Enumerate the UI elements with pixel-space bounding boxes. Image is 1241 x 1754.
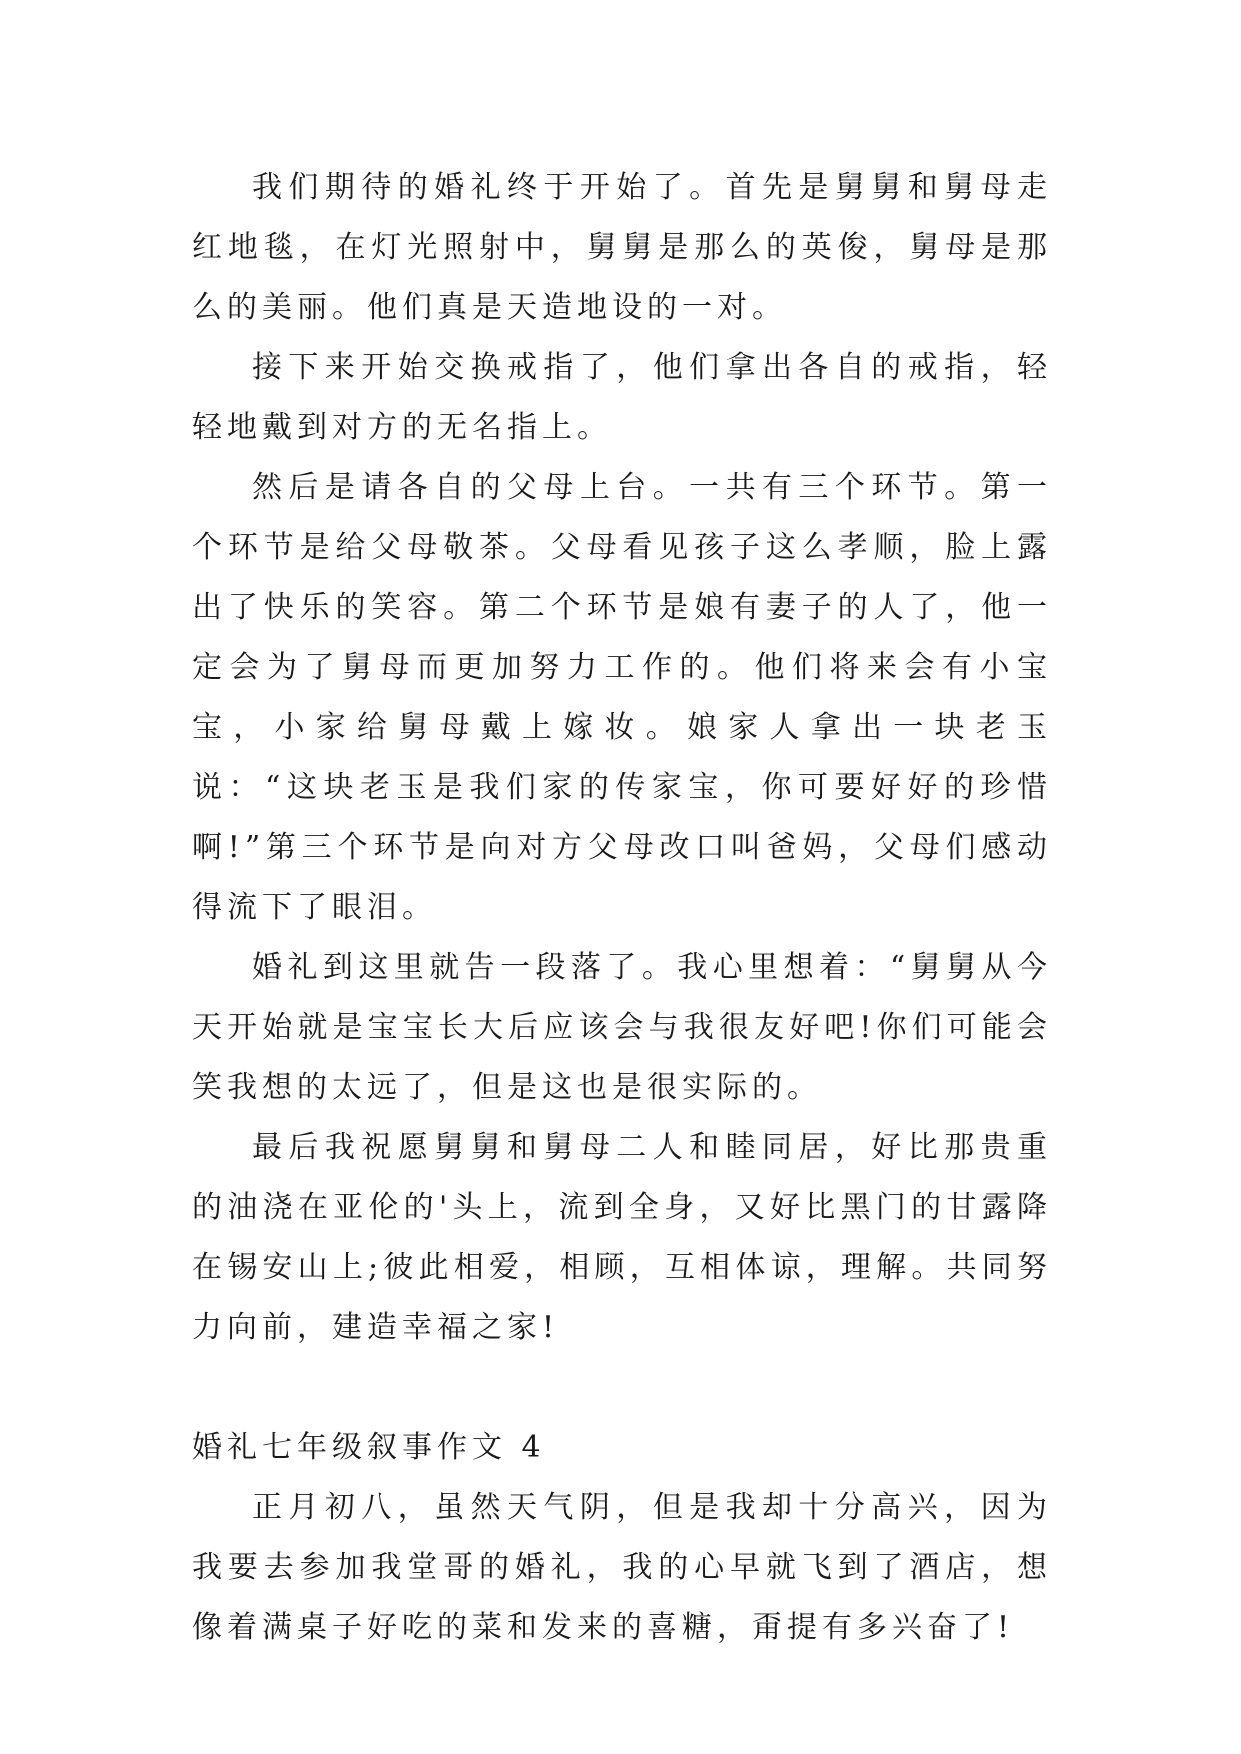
paragraph-ceremony-end: 婚礼到这里就告一段落了。我心里想着：“舅舅从今天开始就是宝宝长大后应该会与我很友好吧!你们可能会笑我想的太远了，但是这也是很实际的。 (192, 950, 1052, 1105)
document-body (192, 158, 1052, 1658)
paragraph-blessing: 最后我祝愿舅舅和舅母二人和睦同居，好比那贵重的油浇在亚伦的'头上，流到全身，又好比黑门的甘露降在锡安山上;彼此相爱，相顾，互相体谅，理解。共同努力向前，建造幸福之家! (192, 1130, 1052, 1345)
paragraph-ceremony-start: 我们期待的婚礼终于开始了。首先是舅舅和舅母走红地毯，在灯光照射中，舅舅是那么的英俊，舅母是那么的美丽。他们真是天造地设的一对。 (192, 170, 1052, 325)
paragraph-new-essay-opening: 正月初八，虽然天气阴，但是我却十分高兴，因为我要去参加我堂哥的婚礼，我的心早就飞到了酒店，想像着满桌子好吃的菜和发来的喜糖，甭提有多兴奋了! (192, 1490, 1052, 1645)
paragraph-parents-stage: 然后是请各自的父母上台。一共有三个环节。第一个环节是给父母敬茶。父母看见孩子这么孝顺，脸上露出了快乐的笑容。第二个环节是娘有妻子的人了，他一定会为了舅母而更加努力工作的。他们将来会有小宝宝，小家给舅母戴上嫁妆。娘家人拿出一块老玉说：“这块老玉是我们家的传家宝，你可要好好的珍惜啊!”第三个环节是向对方父母改口叫爸妈，父母们感动得流下了眼泪。 (192, 470, 1052, 925)
paragraph-ring-exchange: 接下来开始交换戒指了，他们拿出各自的戒指，轻轻地戴到对方的无名指上。 (192, 350, 1052, 445)
essay-heading: 婚礼七年级叙事作文 4 (192, 1430, 546, 1465)
